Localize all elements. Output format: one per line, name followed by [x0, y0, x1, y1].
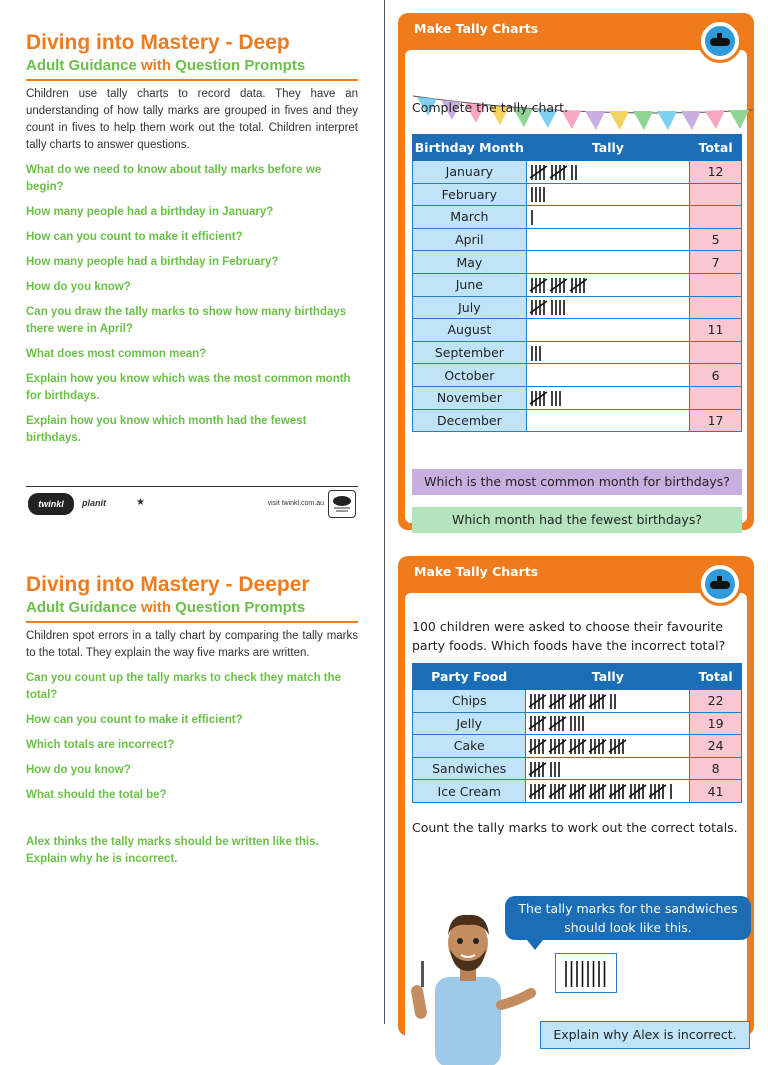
tally-marks-cell [526, 206, 689, 229]
deep-intro: Children use tally charts to record data. They have an understanding of how tally marks are grouped in fives and they count in fives to help them work out the total. Children interpret tally charts to answer questions. [26, 88, 358, 151]
header-party-food: Party Food [413, 664, 526, 690]
table-row [413, 161, 742, 184]
tally-marks-cell [526, 780, 690, 803]
tally-marks-cell [526, 386, 689, 409]
card2-instruction: 100 children were asked to choose their favourite party foods. Which foods have the incorrect total? [412, 619, 726, 653]
total-cell: 6 [690, 364, 742, 387]
row-label: August [413, 319, 527, 342]
total-cell[interactable] [690, 296, 742, 319]
row-label: April [413, 228, 527, 251]
tally-marks-cell [526, 690, 690, 713]
table-row [413, 409, 742, 432]
row-label: February [413, 183, 527, 206]
footer [26, 486, 358, 518]
guidance-question: Explain how you know which month had the fewest birthdays. [26, 415, 307, 444]
header-total: Total [690, 664, 742, 690]
row-label: October [413, 364, 527, 387]
card1-instruction: Complete the tally chart. [412, 100, 569, 115]
tally-marks-cell [526, 273, 689, 296]
total-cell: 12 [690, 161, 742, 184]
deep-question-list [26, 162, 358, 447]
card-birthdays [398, 13, 754, 530]
table-row [413, 206, 742, 229]
row-label: July [413, 296, 527, 319]
deeper-intro: Children spot errors in a tally chart by comparing the tally marks to the total. They explain the way five marks are written. [26, 630, 358, 659]
row-label: January [413, 161, 527, 184]
twinkl-badge-icon [328, 490, 356, 518]
party-food-tally-table [412, 663, 742, 803]
total-cell: 17 [690, 409, 742, 432]
table-row [413, 735, 742, 758]
tally-marks-cell[interactable] [526, 364, 689, 387]
planit-logo: planit [82, 498, 106, 508]
total-cell: 41 [690, 780, 742, 803]
table-row [413, 296, 742, 319]
guidance-question: What should the total be? [26, 789, 167, 801]
total-cell: 5 [690, 228, 742, 251]
alex-question: Alex thinks the tally marks should be written like this. Explain why he is incorrect. [26, 836, 319, 865]
guidance-question: What do we need to know about tally marks before we begin? [26, 164, 322, 193]
total-cell[interactable] [690, 386, 742, 409]
tally-marks-cell [526, 757, 690, 780]
guidance-question: How do you know? [26, 281, 131, 293]
guidance-question: Can you count up the tally marks to check they match the total? [26, 672, 342, 701]
table-row [413, 319, 742, 342]
header-tally: Tally [526, 135, 689, 161]
question-fewest: Which month had the fewest birthdays? [412, 507, 742, 533]
tally-marks-cell [526, 735, 690, 758]
row-label: Jelly [413, 712, 526, 735]
total-cell[interactable] [690, 206, 742, 229]
deep-title: Diving into Mastery - Deep [26, 31, 290, 54]
star-icon: ★ [136, 497, 145, 508]
table-row [413, 341, 742, 364]
question-most-common: Which is the most common month for birthdays? [412, 469, 742, 495]
table-row [413, 364, 742, 387]
count-instruction: Count the tally marks to work out the correct totals. [412, 820, 738, 835]
card-party-foods [398, 556, 754, 1042]
birthday-tally-table [412, 134, 742, 432]
row-label: Cake [413, 735, 526, 758]
total-cell: 8 [690, 757, 742, 780]
card2-body [405, 593, 747, 1056]
header-tally: Tally [526, 664, 690, 690]
guidance-question: How many people had a birthday in February? [26, 256, 279, 268]
tally-marks-cell [526, 183, 689, 206]
table-row [413, 690, 742, 713]
alex-tally-box [555, 953, 617, 993]
table-row [413, 251, 742, 274]
tally-marks-cell[interactable] [526, 409, 689, 432]
table-row [413, 757, 742, 780]
page-divider [384, 0, 385, 1024]
table-row [413, 183, 742, 206]
deep-subtitle: Adult Guidance with Question Prompts [26, 56, 358, 81]
guidance-question: How can you count to make it efficient? [26, 714, 243, 726]
visit-link: visit twinkl.com.au [267, 500, 324, 507]
row-label: March [413, 206, 527, 229]
table-row [413, 780, 742, 803]
explain-alex-box: Explain why Alex is incorrect. [540, 1021, 750, 1049]
tally-marks-cell[interactable] [526, 319, 689, 342]
guidance-question: Can you draw the tally marks to show how many birthdays there were in April? [26, 306, 347, 335]
total-cell[interactable] [690, 183, 742, 206]
tally-marks-cell[interactable] [526, 251, 689, 274]
card1-body [405, 50, 747, 527]
table-row [413, 273, 742, 296]
total-cell[interactable] [690, 341, 742, 364]
row-label: September [413, 341, 527, 364]
deeper-title: Diving into Mastery - Deeper [26, 573, 310, 596]
row-label: December [413, 409, 527, 432]
guidance-question: What does most common mean? [26, 348, 207, 360]
total-cell: 24 [690, 735, 742, 758]
row-label: May [413, 251, 527, 274]
guidance-question: Which totals are incorrect? [26, 739, 175, 751]
guidance-question: Explain how you know which was the most common month for birthdays. [26, 373, 351, 402]
row-label: Chips [413, 690, 526, 713]
header-birthday-month: Birthday Month [413, 135, 527, 161]
row-label: November [413, 386, 527, 409]
total-cell: 22 [690, 690, 742, 713]
row-label: June [413, 273, 527, 296]
guidance-question: How can you count to make it efficient? [26, 231, 243, 243]
guidance-question: How do you know? [26, 764, 131, 776]
tally-marks-cell[interactable] [526, 228, 689, 251]
tally-marks-cell [526, 341, 689, 364]
submarine-icon [698, 19, 742, 63]
total-cell: 11 [690, 319, 742, 342]
row-label: Ice Cream [413, 780, 526, 803]
deeper-subtitle: Adult Guidance with Question Prompts [26, 598, 358, 623]
table-row [413, 228, 742, 251]
card1-title: Make Tally Charts [414, 21, 539, 36]
tally-marks-cell [526, 296, 689, 319]
total-cell: 7 [690, 251, 742, 274]
guidance-question: How many people had a birthday in January? [26, 206, 274, 218]
row-label: Sandwiches [413, 757, 526, 780]
deeper-question-list [26, 670, 358, 804]
deeper-guidance [26, 572, 358, 868]
deep-guidance [26, 30, 358, 447]
card2-title: Make Tally Charts [414, 564, 539, 579]
tally-marks-cell [526, 712, 690, 735]
total-cell: 19 [690, 712, 742, 735]
total-cell[interactable] [690, 273, 742, 296]
speech-bubble: The tally marks for the sandwiches should look like this. [505, 896, 751, 940]
table-row [413, 386, 742, 409]
twinkl-logo: twinkl [28, 493, 74, 515]
tally-marks-cell [526, 161, 689, 184]
header-total: Total [690, 135, 742, 161]
submarine-icon [698, 562, 742, 606]
table-row [413, 712, 742, 735]
